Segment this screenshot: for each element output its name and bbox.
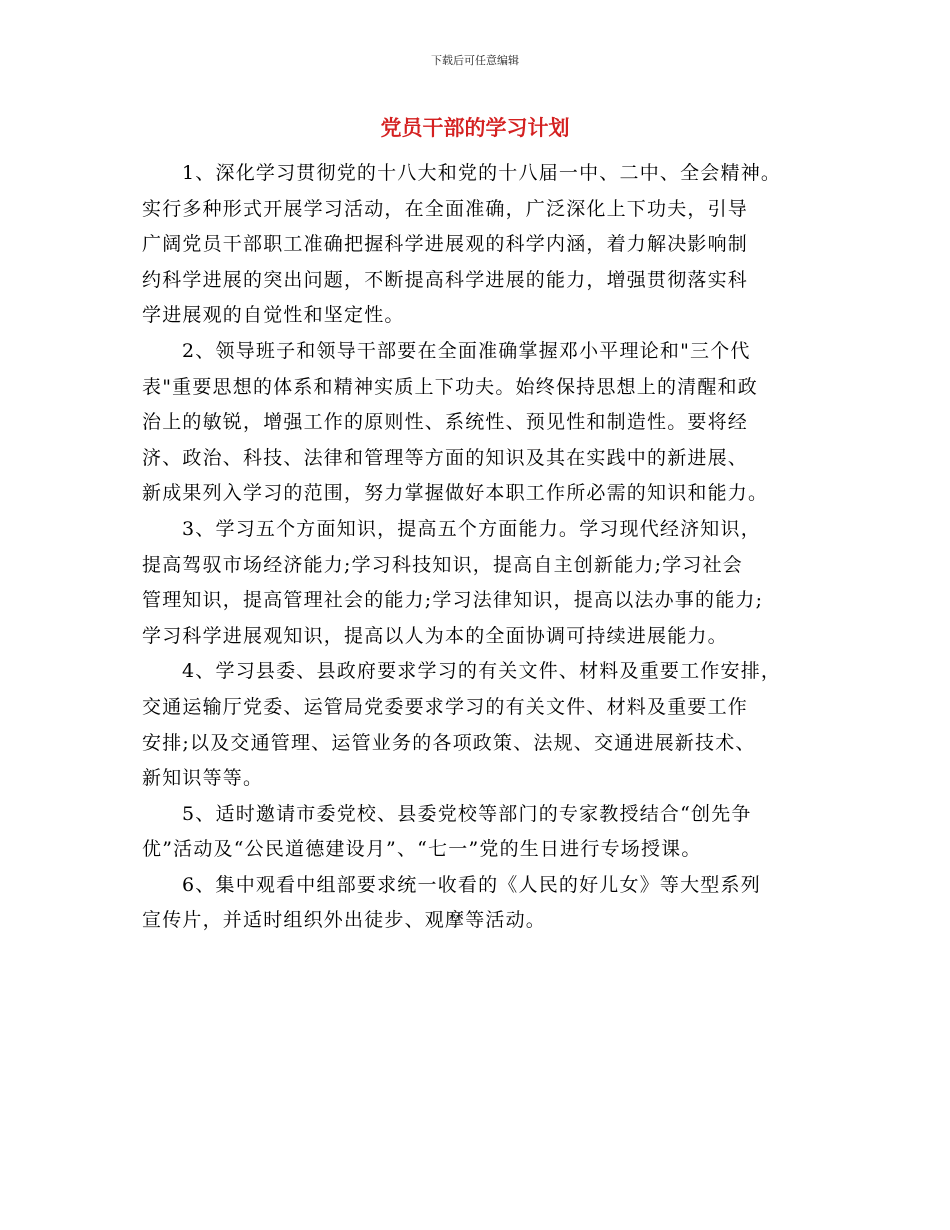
header-note: 下载后可任意编辑 bbox=[431, 54, 519, 67]
paragraph-line: 学进展观的自觉性和坚定性。 bbox=[142, 304, 405, 327]
paragraph-line: 实行多种形式开展学习活动，在全面准确，广泛深化上下功夫，引导 bbox=[142, 197, 749, 220]
paragraph-line: 治上的敏锐，增强工作的原则性、系统性、预见性和制造性。要将经 bbox=[142, 411, 749, 434]
paragraph-line: 新成果列入学习的范围，努力掌握做好本职工作所必需的知识和能力。 bbox=[142, 482, 769, 505]
paragraph-line: 4、学习县委、县政府要求学习的有关文件、材料及重要工作安排， bbox=[182, 660, 782, 683]
paragraph-4 bbox=[142, 654, 842, 796]
paragraph-line: 学习科学进展观知识，提高以人为本的全面协调可持续进展能力。 bbox=[142, 624, 728, 647]
document-body bbox=[142, 156, 842, 939]
paragraph-line: 管理知识，提高管理社会的能力;学习法律知识，提高以法办事的能力; bbox=[142, 589, 764, 612]
document-title: 党员干部的学习计划 bbox=[380, 115, 570, 140]
paragraph-line: 约科学进展的突出问题，不断提高科学进展的能力，增强贯彻落实科 bbox=[142, 268, 749, 291]
paragraph-line: 提高驾驭市场经济能力;学习科技知识，提高自主创新能力;学习社会 bbox=[142, 553, 744, 576]
paragraph-line: 安排;以及交通管理、运管业务的各项政策、法规、交通进展新技术、 bbox=[142, 731, 756, 754]
paragraph-line: 2、领导班子和领导干部要在全面准确掌握邓小平理论和"三个代 bbox=[182, 339, 751, 362]
paragraph-line: 新知识等等。 bbox=[142, 767, 264, 790]
paragraph-2 bbox=[142, 334, 842, 512]
paragraph-line: 表"重要思想的体系和精神实质上下功夫。始终保持思想上的清醒和政 bbox=[142, 375, 758, 398]
paragraph-line: 交通运输厅党委、运管局党委要求学习的有关文件、材料及重要工作 bbox=[142, 695, 749, 718]
paragraph-line: 3、学习五个方面知识，提高五个方面能力。学习现代经济知识， bbox=[182, 517, 761, 540]
paragraph-line: 济、政治、科技、法律和管理等方面的知识及其在实践中的新进展、 bbox=[142, 446, 749, 469]
paragraph-5 bbox=[142, 797, 842, 868]
paragraph-1 bbox=[142, 156, 842, 334]
paragraph-3 bbox=[142, 512, 842, 654]
paragraph-line: 5、适时邀请市委党校、县委党校等部门的专家教授结合“创先争 bbox=[182, 802, 752, 825]
paragraph-line: 6、集中观看中组部要求统一收看的《人民的好儿女》等大型系列 bbox=[182, 873, 761, 896]
paragraph-line: 广阔党员干部职工准确把握科学进展观的科学内涵，着力解决影响制 bbox=[142, 233, 749, 256]
paragraph-line: 1、深化学习贯彻党的十八大和党的十八届一中、二中、全会精神。 bbox=[182, 162, 782, 184]
paragraph-line: 宣传片，并适时组织外出徒步、观摩等活动。 bbox=[142, 909, 547, 932]
paragraph-line: 优”活动及“公民道德建设月”、“七一”党的生日进行专场授课。 bbox=[142, 838, 702, 861]
paragraph-6 bbox=[142, 868, 842, 939]
